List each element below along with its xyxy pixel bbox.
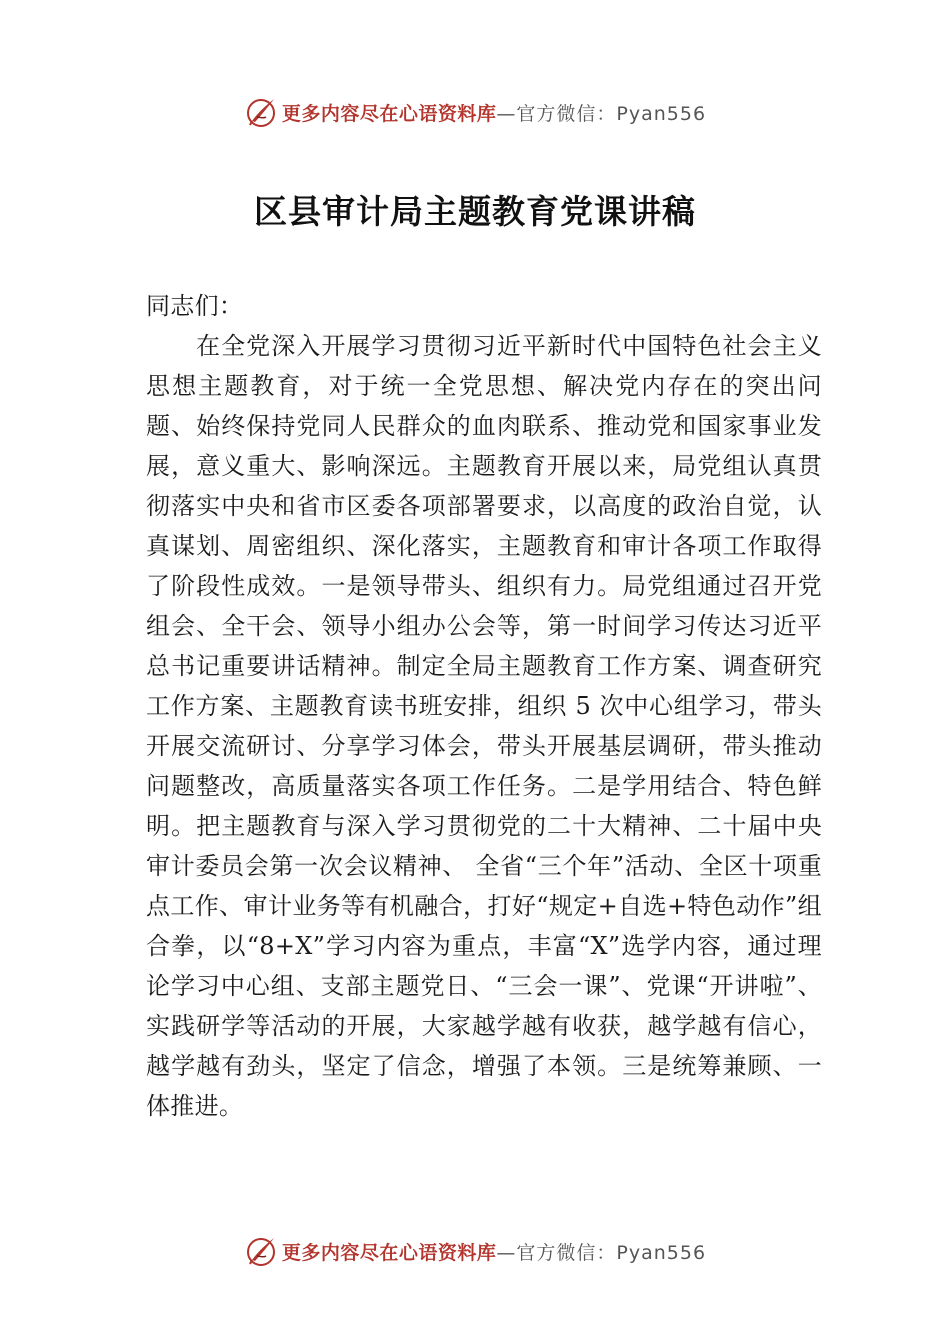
watermark-text bbox=[282, 1238, 706, 1265]
watermark-banner-bottom bbox=[0, 1231, 950, 1271]
body-paragraph: 在全党深入开展学习贯彻习近平新时代中国特色社会主义思想主题教育，对于统一全党思想、解决党内存在的突出问题、始终保持党同人民群众的血肉联系、推动党和国家事业发展，意义重大、影响深远。主题教育开展以来，局党组认真贯彻落实中央和省市区委各项部署要求，以高度的政治自觉，认真谋划、周密组织、深化落实，主题教育和审计各项工作取得了阶段性成效。一是领导带头、组织有力。局党组通过召开党组会、全干会、领导小组办公会等，第一时间学习传达习近平总书记重要讲话精神。制定全局主题教育工作方案、调查研究工作方案、主题教育读书班安排，组织 5 次中心组学习，带头开展交流研讨、分享学习体会，带头开展基层调研，带头推动问题整改，高质量落实各项工作任务。二是学用结合、特色鲜明。把主题教育与深入学习贯彻党的二十大精神、二十届中央审计委员会第一次会议精神、 全省“三个年”活动、全区十项重点工作、审计业务等有机融合，打好“规定+自选+特色动作”组合拳，以“8+X”学习内容为重点，丰富“X”选学内容，通过理论学习中心组、支部主题党日、“三会一课”、党课“开讲啦”、实践研学等活动的开展，大家越学越有收获，越学越有信心，越学越有劲头，坚定了信念，增强了本领。三是统筹兼顾、一体推进。 bbox=[146, 332, 822, 1120]
watermark-left-text: 更多内容尽在心语资料库 bbox=[281, 1241, 497, 1264]
quill-pen-logo-icon bbox=[244, 1234, 278, 1268]
document-title: 区县审计局主题教育党课讲稿 bbox=[254, 192, 696, 231]
watermark-right-text: —官方微信：Pyan556 bbox=[496, 1241, 707, 1264]
quill-pen-logo-icon bbox=[244, 95, 278, 129]
watermark-left-text: 更多内容尽在心语资料库 bbox=[281, 102, 497, 125]
document-body bbox=[146, 286, 822, 1126]
watermark-right-text: —官方微信：Pyan556 bbox=[496, 102, 707, 125]
watermark-banner-top bbox=[0, 92, 950, 132]
watermark-text bbox=[282, 99, 706, 126]
salutation: 同志们： bbox=[146, 292, 244, 320]
